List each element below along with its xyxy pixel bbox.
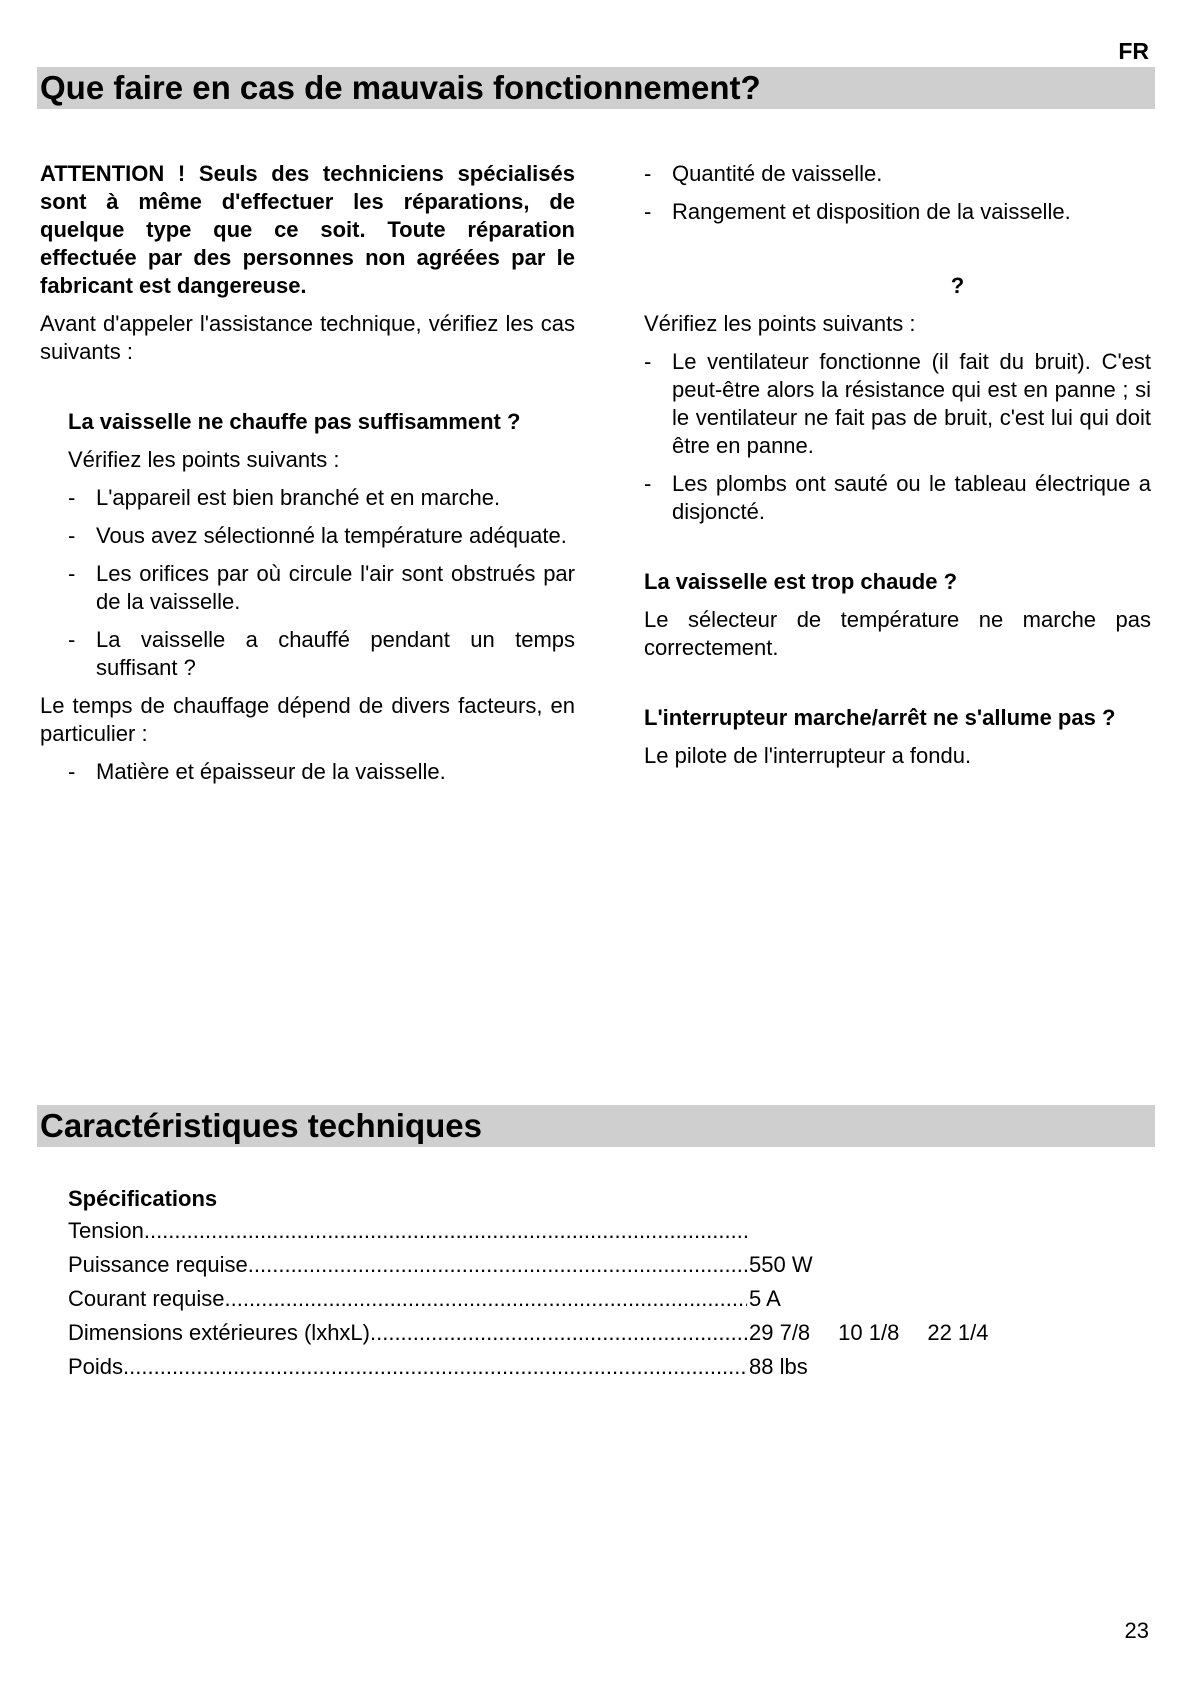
spec-label: Puissance requise [68,1252,248,1277]
spec-label: Tension [68,1218,144,1243]
list-item: - Les orifices par où circule l'air sont obstrués par de la vaisselle. [68,561,575,614]
list-item: - Matière et épaisseur de la vaisselle. [68,759,446,784]
spec-label: Dimensions extérieures (lxhxL) [68,1320,370,1345]
list-item: - Quantité de vaisselle. [644,161,883,186]
spec-label: Courant requise [68,1286,225,1311]
list-item: - L'appareil est bien branché et en marche. [68,485,501,510]
question-fan: ? [950,273,965,298]
answer-switch: Le pilote de l'interrupteur a fondu. [644,743,972,768]
list-item: - Rangement et disposition de la vaisselle. [644,199,1071,224]
factors-note: Le temps de chauffage dépend de divers facteurs, en particulier : [40,693,575,746]
spec-value: 22 1/4 [927,1320,989,1345]
spec-value: 10 1/8 [838,1320,900,1345]
language-code: FR [1118,38,1149,64]
question-switch: L'interrupteur marche/arrêt ne s'allume pas ? [644,705,1116,730]
spec-row [68,1217,989,1251]
section-title-troubleshooting: Que faire en cas de mauvais fonctionnement? [37,67,1155,109]
list-item: - Les plombs ont sauté ou le tableau électrique a disjoncté. [644,471,1151,524]
spec-value: 550 W [749,1252,813,1277]
list-item: - Vous avez sélectionné la température adéquate. [68,523,567,548]
warning-text: ATTENTION ! Seuls des techniciens spécialisés sont à même d'effectuer les réparations, de quelque type que ce soit. Toute réparation effectuée par des personnes non agréées par le fabricant est dangereuse. [40,161,575,298]
specifications-block [68,1185,989,1387]
spec-row [68,1319,989,1353]
spec-value: 29 7/8 [749,1320,811,1345]
intro-text: Avant d'appeler l'assistance technique, vérifiez les cas suivants : [40,311,575,364]
specs-subtitle: Spécifications [68,1186,218,1211]
section-title-specifications: Caractéristiques techniques [37,1105,1155,1147]
question-heating: La vaisselle ne chauffe pas suffisamment ? [68,409,521,434]
spec-value: 5 A [749,1286,781,1311]
question-too-hot: La vaisselle est trop chaude ? [644,569,958,594]
right-column [644,160,1151,770]
check-text: Vérifiez les points suivants : [644,311,916,336]
left-column [40,160,575,786]
spec-value: 88 lbs [749,1354,808,1379]
spec-row [68,1251,989,1285]
spec-row [68,1353,989,1387]
spec-label: Poids [68,1354,124,1379]
list-item: - Le ventilateur fonctionne (il fait du bruit). C'est peut-être alors la résistance qui est en panne ; si le ventilateur ne fait pas de bruit, c'est lui qui doit être en panne. [644,349,1151,458]
list-item: - La vaisselle a chauffé pendant un temps suffisant ? [68,627,575,680]
page-number: 23 [1124,1618,1149,1643]
answer-too-hot: Le sélecteur de température ne marche pas correctement. [644,607,1151,660]
check-text: Vérifiez les points suivants : [68,447,340,472]
spec-row [68,1285,989,1319]
